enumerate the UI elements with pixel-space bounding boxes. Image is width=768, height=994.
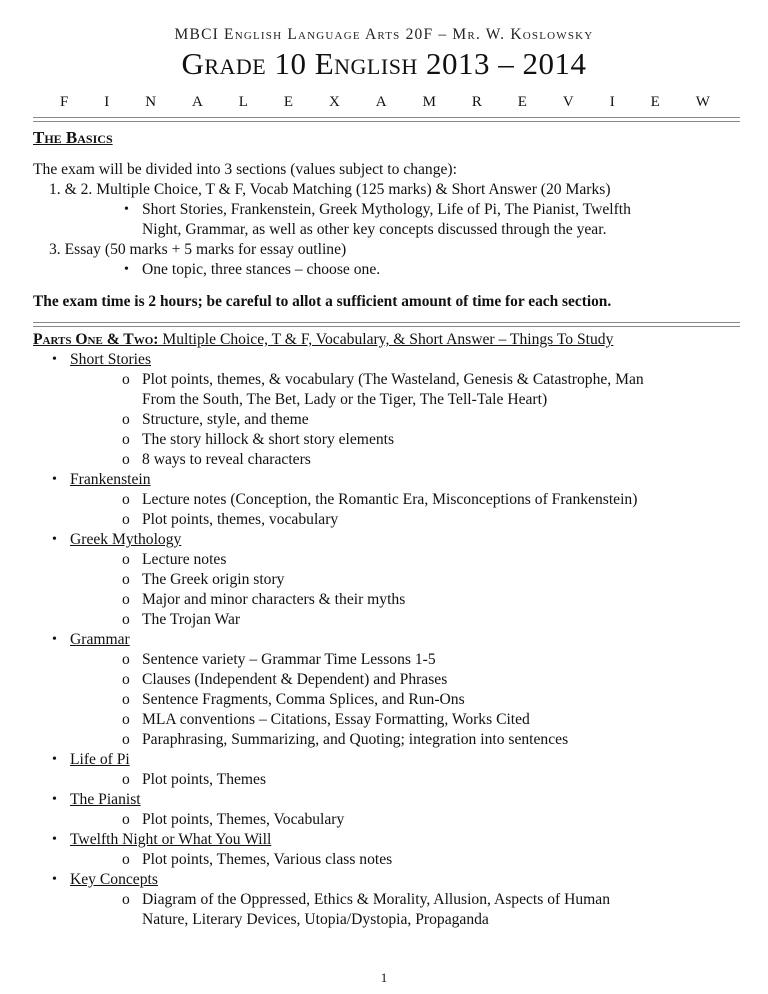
topic-frankenstein: • Frankenstein bbox=[70, 470, 151, 489]
subtitle-letter: I bbox=[609, 94, 615, 110]
list-item: Diagram of the Oppressed, Ethics & Morality, Allusion, Aspects of Human bbox=[142, 891, 611, 908]
divider bbox=[33, 117, 740, 118]
subtitle-letter: A bbox=[375, 94, 387, 110]
sub-marker: o bbox=[122, 891, 130, 908]
list-item: MLA conventions – Citations, Essay Formatting, Works Cited bbox=[142, 711, 530, 728]
list-item: Clauses (Independent & Dependent) and Phrases bbox=[142, 671, 448, 688]
list-item: Sentence Fragments, Comma Splices, and Run-Ons bbox=[142, 691, 465, 708]
sub-marker: o bbox=[122, 771, 130, 788]
subtitle-letter: E bbox=[517, 94, 527, 110]
subtitle-letter: F bbox=[60, 94, 69, 110]
topic-short-stories: • Short Stories bbox=[70, 350, 151, 369]
list-item: Plot points, Themes, Various class notes bbox=[142, 851, 393, 868]
sub-marker: o bbox=[122, 451, 130, 468]
sub-marker: o bbox=[122, 411, 130, 428]
parts-heading-rest: Multiple Choice, T & F, Vocabulary, & Short Answer – Things To Study bbox=[158, 331, 614, 348]
topic-twelfth-night: • Twelfth Night or What You Will bbox=[70, 830, 271, 849]
topic-life-of-pi: • Life of Pi bbox=[70, 750, 130, 769]
sub-marker: o bbox=[122, 691, 130, 708]
sub-marker: o bbox=[122, 671, 130, 688]
list-item: Plot points, themes, vocabulary bbox=[142, 511, 339, 528]
list-item: The Greek origin story bbox=[142, 571, 285, 588]
sub-marker: o bbox=[122, 651, 130, 668]
sub-marker: o bbox=[122, 371, 130, 388]
subtitle-letter: R bbox=[471, 94, 482, 110]
course-header: MBCI English Language Arts 20F – Mr. W. Koslowsky bbox=[174, 26, 594, 43]
list-item: Structure, style, and theme bbox=[142, 411, 309, 428]
basics-item-1-detail-cont: Night, Grammar, as well as other key concepts discussed through the year. bbox=[142, 221, 607, 238]
list-item-cont: Nature, Literary Devices, Utopia/Dystopia, Propaganda bbox=[142, 911, 489, 928]
divider bbox=[33, 322, 740, 323]
basics-intro: The exam will be divided into 3 sections (values subject to change): bbox=[33, 161, 457, 178]
section-heading-parts bbox=[33, 330, 613, 349]
topic-key-concepts: • Key Concepts bbox=[70, 870, 158, 889]
sub-marker: o bbox=[122, 611, 130, 628]
sub-marker: o bbox=[122, 511, 130, 528]
basics-item-1-2: 1. & 2. Multiple Choice, T & F, Vocab Matching (125 marks) & Short Answer (20 Marks) bbox=[49, 181, 611, 198]
list-item: Plot points, Themes, Vocabulary bbox=[142, 811, 345, 828]
subtitle-letter: N bbox=[145, 94, 157, 110]
subtitle-letter: E bbox=[650, 94, 660, 110]
sub-marker: o bbox=[122, 811, 130, 828]
list-item: Lecture notes (Conception, the Romantic Era, Misconceptions of Frankenstein) bbox=[142, 491, 638, 508]
subtitle-letter: X bbox=[329, 94, 340, 110]
list-item: The Trojan War bbox=[142, 611, 241, 628]
subtitle-letter: A bbox=[192, 94, 203, 110]
subtitle-letter: E bbox=[283, 94, 294, 110]
topic-grammar: • Grammar bbox=[70, 630, 130, 649]
subtitle-letter: I bbox=[104, 94, 110, 110]
subtitle-letter: V bbox=[562, 94, 574, 110]
page-number: 1 bbox=[380, 970, 388, 985]
subtitle-letter: M bbox=[422, 94, 436, 110]
divider bbox=[33, 121, 740, 122]
page-title: Grade 10 English 2013 – 2014 bbox=[181, 46, 587, 81]
sub-marker: o bbox=[122, 851, 130, 868]
sub-marker: o bbox=[122, 431, 130, 448]
basics-item-3: 3. Essay (50 marks + 5 marks for essay outline) bbox=[49, 241, 347, 258]
sub-marker: o bbox=[122, 551, 130, 568]
divider bbox=[33, 326, 740, 327]
exam-time-note: The exam time is 2 hours; be careful to allot a sufficient amount of time for each section. bbox=[33, 293, 612, 310]
sub-marker: o bbox=[122, 591, 130, 608]
basics-item-3-detail: • One topic, three stances – choose one. bbox=[142, 260, 380, 279]
list-item: Plot points, themes, & vocabulary (The Wasteland, Genesis & Catastrophe, Man bbox=[142, 371, 644, 388]
list-item: The story hillock & short story elements bbox=[142, 431, 395, 448]
list-item: Sentence variety – Grammar Time Lessons 1-5 bbox=[142, 651, 436, 668]
sub-marker: o bbox=[122, 571, 130, 588]
parts-heading-bold: Parts One & Two: bbox=[33, 331, 159, 348]
sub-marker: o bbox=[122, 731, 130, 748]
list-item: Plot points, Themes bbox=[142, 771, 267, 788]
sub-marker: o bbox=[122, 491, 130, 508]
section-heading-basics: The Basics bbox=[33, 128, 113, 147]
sub-marker: o bbox=[122, 711, 130, 728]
list-item: Paraphrasing, Summarizing, and Quoting; integration into sentences bbox=[142, 731, 569, 748]
list-item: 8 ways to reveal characters bbox=[142, 451, 311, 468]
list-item: Major and minor characters & their myths bbox=[142, 591, 406, 608]
list-item-cont: From the South, The Bet, Lady or the Tiger, The Tell-Tale Heart) bbox=[142, 391, 548, 408]
list-item: Lecture notes bbox=[142, 551, 227, 568]
basics-item-1-detail: • Short Stories, Frankenstein, Greek Mythology, Life of Pi, The Pianist, Twelfth bbox=[142, 200, 631, 219]
subtitle-letter: L bbox=[238, 94, 248, 110]
subtitle-letter: W bbox=[695, 94, 710, 110]
topic-the-pianist: • The Pianist bbox=[70, 790, 141, 809]
topic-greek-mythology: • Greek Mythology bbox=[70, 530, 181, 549]
subtitle-final-exam-review bbox=[60, 94, 710, 111]
